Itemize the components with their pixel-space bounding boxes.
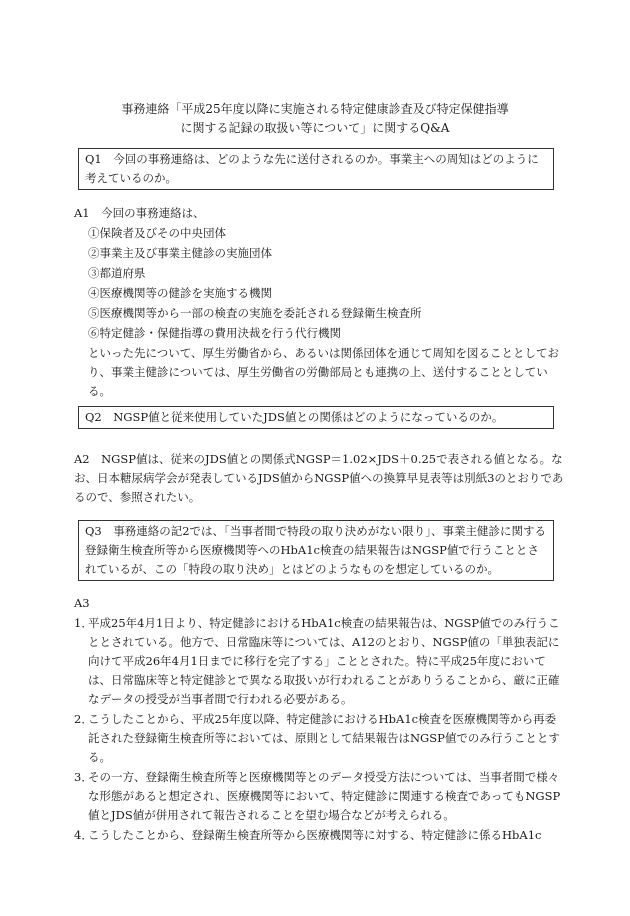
numbered-item [74, 710, 564, 767]
question-text: Q3 事務連絡の記2では、「当事者間で特段の取り決めがない限り」、事業主健診に関する登録衛生検査所等から医療機関等へのHbA1c検査の結果報告はNGSP値で行うこととされているが、この「特段の取り決め」とはどのようなものを想定しているのか。 [85, 524, 547, 576]
title-line-1: 事務連絡「平成25年度以降に実施される特定健康診査及び特定保健指導 [121, 102, 509, 116]
question-box-q2 [78, 406, 554, 429]
list-item: ①保険者及びその中央団体 [88, 226, 226, 240]
list-item: ③都道府県 [88, 266, 146, 280]
title-line-2: に関する記録の取扱い等について」に関するQ&A [180, 121, 450, 135]
list-item: ②事業主及び事業主健診の実施団体 [88, 246, 272, 260]
list-item: ⑥特定健診・保健指導の費用決裁を行う代行機関 [88, 326, 341, 340]
item-number: 4． [74, 828, 93, 842]
item-text: こうしたことから、登録衛生検査所等から医療機関等に対する、特定健診に係るHbA1c [88, 828, 542, 842]
item-text: こうしたことから、平成25年度以降、特定健診におけるHbA1c検査を医療機関等から再委託された登録衛生検査所等においては、原則として結果報告はNGSP値でのみ行うこととする。 [88, 712, 560, 764]
item-text: その一方、登録衛生検査所等と医療機関等とのデータ授受方法については、当事者間で様々な形態があると想定され、医療機関等において、特定健診に関連する検査であってもNGSP値とJDS値が併用されて報告されることを望む場合などが考えられる。 [88, 770, 561, 822]
item-number: 3． [74, 770, 93, 784]
item-number: 2． [74, 712, 93, 726]
question-text: Q1 今回の事務連絡は、どのような先に送付されるのか。事業主への周知はどのように考えているのか。 [85, 152, 539, 185]
list-item: ④医療機関等の健診を実施する機関 [88, 286, 272, 300]
document-title [0, 100, 630, 138]
question-text: Q2 NGSP値と従来使用していたJDS値との関係はどのようになっているのか。 [85, 410, 504, 424]
numbered-item [74, 614, 564, 709]
answer-a3-heading: A3 [74, 596, 90, 610]
item-text: 平成25年4月1日より、特定健診におけるHbA1c検査の結果報告は、NGSP値でのみ行うこととされている。他方で、日常臨床等については、A12のとおり、NGSP値の「単独表記に向けて平成26年4月1日までに移行を完了する」こととされた。特に平成25年度においては、日常臨床等と特定健診とで異なる取扱いが行われることがありうることから、厳に正確なデータの授受が当事者間で行われる必要がある。 [88, 616, 560, 706]
numbered-item [74, 826, 564, 845]
answer-a1-heading: A1 今回の事務連絡は、 [74, 206, 205, 220]
numbered-item [74, 768, 564, 825]
question-box-q1 [78, 148, 554, 190]
answer-a2-text: A2 NGSP値は、従来のJDS値との関係式NGSP＝1.02×JDS＋0.25で表される値となる。なお、日本糖尿病学会が発表しているJDS値からNGSP値への換算早見表等は別紙3のとおりであるので、参照されたい。 [74, 452, 564, 504]
item-number: 1． [74, 616, 93, 630]
list-item: ⑤医療機関等から一部の検査の実施を委託される登録衛生検査所 [88, 306, 422, 320]
answer-a2 [74, 450, 564, 507]
answer-a1-body: といった先について、厚生労働省から、あるいは関係団体を通じて周知を図ることとしており、事業主健診については、厚生労働省の労働部局とも連携の上、送付することとしている。 [88, 346, 560, 398]
question-box-q3 [78, 520, 554, 581]
